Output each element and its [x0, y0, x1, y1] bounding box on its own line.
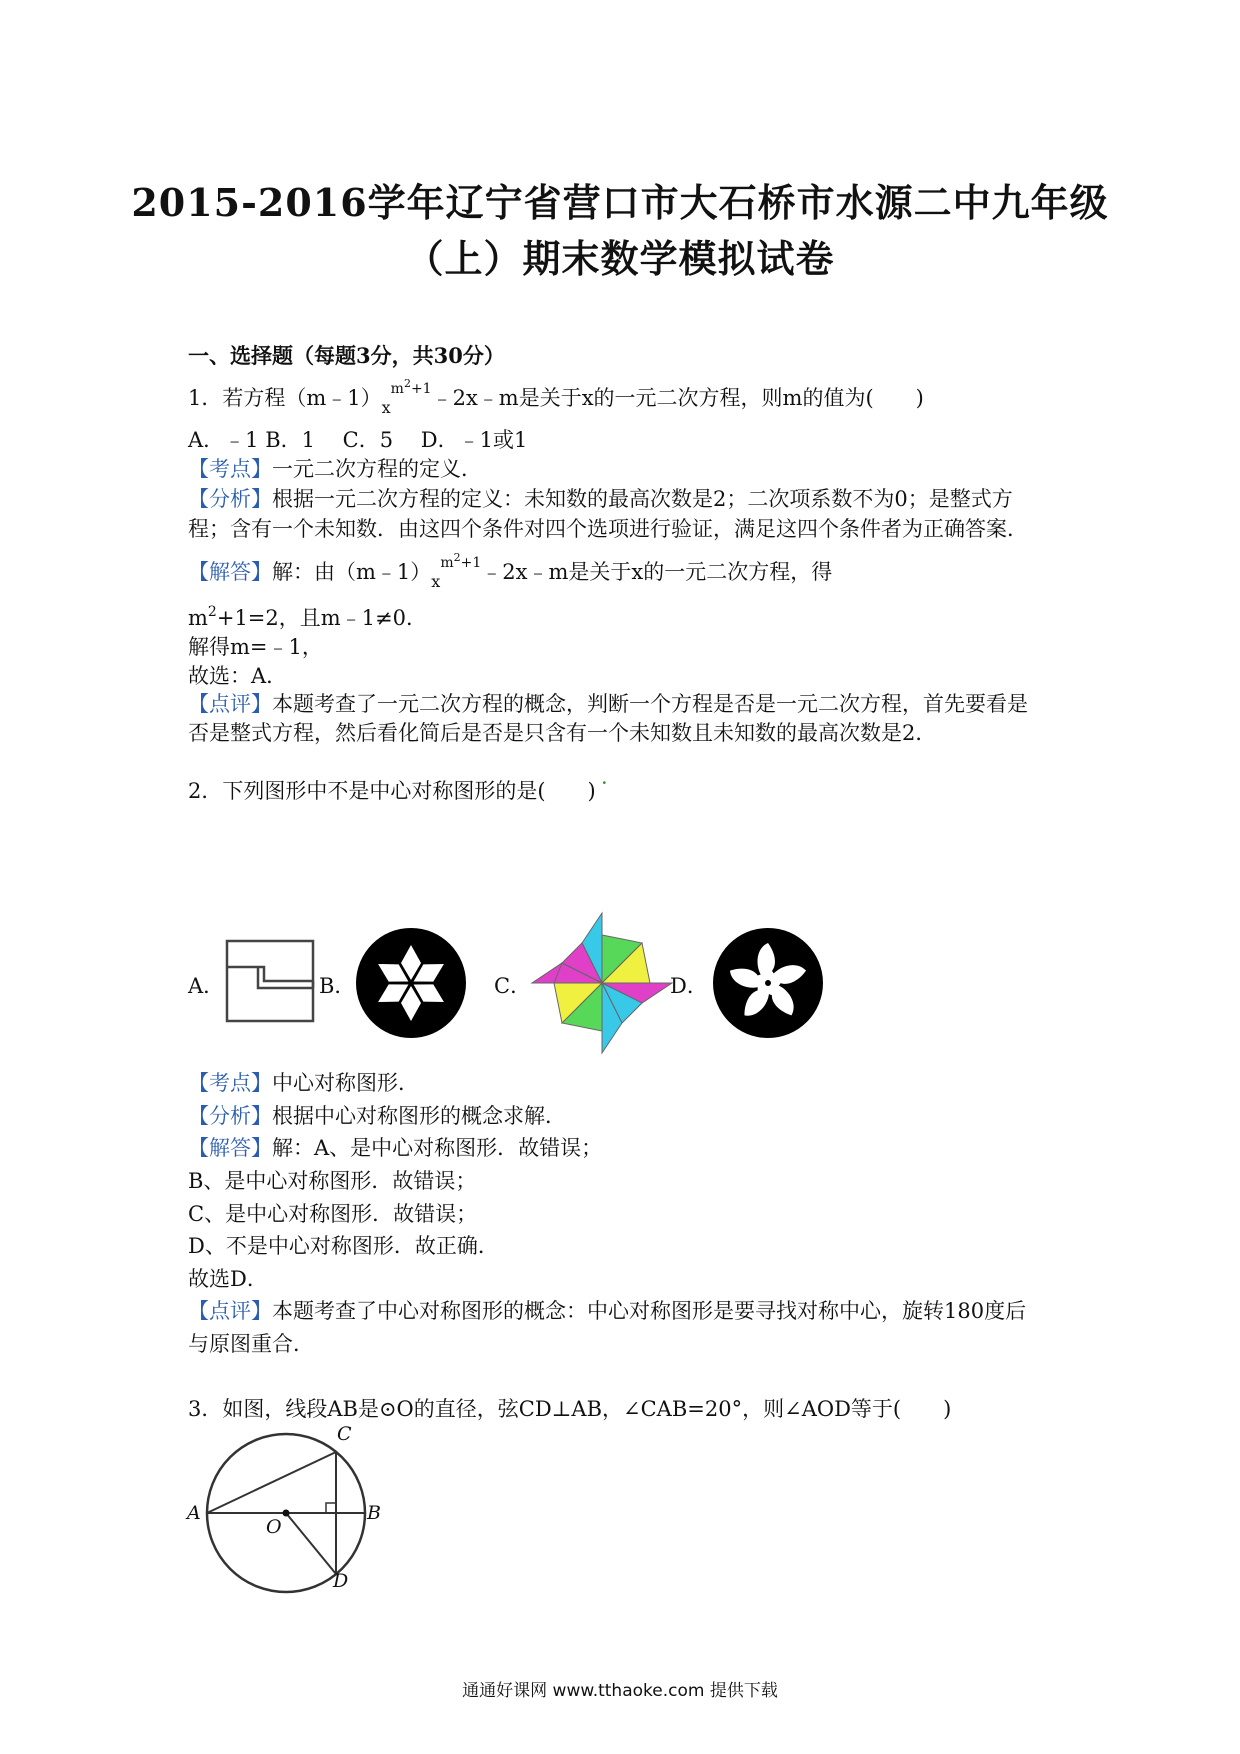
q1-step1: $m^2+1=2$，且m﹣1≠0． [188, 604, 427, 630]
q1-jieda: 【解答】解：由$(m﹣1)_x^{m2+1}﹣2x﹣m$是关于x的一元二次方程，得 [188, 551, 833, 591]
q2-dianping: 【点评】本题考查了中心对称图形的概念：中心对称图形是要寻找对称中心，旋转180度后 [188, 1299, 1027, 1323]
q2-d: D、不是中心对称图形．故正确． [188, 1234, 499, 1258]
q2-c: C、是中心对称图形．故错误； [188, 1202, 478, 1226]
figure-d-flower [712, 927, 824, 1039]
q3-point-c: C [337, 1423, 352, 1445]
q2-jieda: 【解答】解：A、是中心对称图形．故错误； [188, 1136, 603, 1160]
q2-choose: 故选D． [188, 1267, 268, 1291]
q1-stem: 1．若方程$(m﹣1)_x^{m2+1}﹣2x﹣m$是关于x的一元二次方程，则m的值为( ) [188, 377, 924, 417]
q2-kaodian: 【考点】中心对称图形． [188, 1071, 419, 1095]
q3-point-d: D [333, 1570, 349, 1592]
q3-stem: 3．如图，线段AB是⊙O的直径，弦CD⊥AB，∠CAB=20°，则∠AOD等于( ) [188, 1397, 952, 1421]
page-subtitle: （上）期末数学模拟试卷 [405, 236, 835, 281]
footer-credit: 通通好课网 www.tthaoke.com 提供下载 [462, 1681, 778, 1701]
q2-option-c-label: C． [494, 974, 532, 998]
figure-b-snowflake [355, 927, 467, 1039]
q3-point-o: O [266, 1516, 282, 1538]
figure-a-shape [226, 940, 314, 1022]
q2-stem: 2．下列图形中不是中心对称图形的是( ) [188, 779, 596, 803]
q3-point-b: B [367, 1502, 381, 1524]
q2-option-b-label: B． [319, 974, 356, 998]
q2-option-a-label: A． [188, 974, 225, 998]
q1-kaodian: 【考点】一元二次方程的定义． [188, 457, 482, 481]
page-title: 2015-2016学年辽宁省营口市大石桥市水源二中九年级 [131, 180, 1109, 225]
q1-dianping-cont: 否是整式方程，然后看化简后是否是只含有一个未知数且未知数的最高次数是2． [188, 721, 937, 745]
q3-circle-figure [186, 1427, 386, 1597]
q1-fenxi: 【分析】根据一元二次方程的定义：未知数的最高次数是2；二次项系数不为0；是整式方 [188, 487, 1013, 511]
section-heading: 一、选择题（每题3分，共30分） [188, 343, 505, 368]
q1-dianping: 【点评】本题考查了一元二次方程的概念，判断一个方程是否是一元二次方程，首先要看是 [188, 692, 1028, 716]
figure-c-pinwheel [532, 913, 672, 1053]
q3-point-a: A [187, 1502, 201, 1524]
q2-dianping-cont: 与原图重合． [188, 1332, 314, 1356]
q2-mark: · [601, 771, 608, 795]
q2-option-d-label: D． [670, 974, 708, 998]
q1-step2: 解得m=﹣1， [188, 635, 323, 659]
q1-options: A．﹣1 B．1 C．5 D．﹣1或1 [188, 428, 528, 452]
q2-fenxi: 【分析】根据中心对称图形的概念求解． [188, 1104, 566, 1128]
q1-step3: 故选：A． [188, 664, 288, 688]
q1-fenxi-cont: 程；含有一个未知数．由这四个条件对四个选项进行验证，满足这四个条件者为正确答案． [188, 517, 1028, 541]
q2-b: B、是中心对称图形．故错误； [188, 1169, 477, 1193]
